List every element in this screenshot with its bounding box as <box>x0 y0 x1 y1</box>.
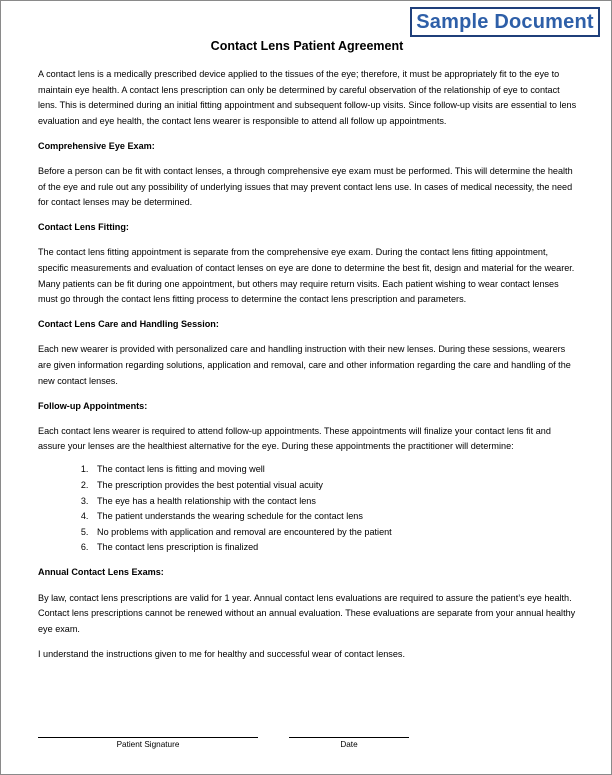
section-heading-contact-lens-fitting: Contact Lens Fitting: <box>38 222 129 233</box>
sample-document-stamp: Sample Document <box>410 7 600 37</box>
signature-line <box>38 737 258 738</box>
list-item: 2. The prescription provides the best potential visual acuity <box>91 478 578 494</box>
section-heading-comprehensive-eye-exam: Comprehensive Eye Exam: <box>38 140 155 151</box>
intro-paragraph: A contact lens is a medically prescribed device applied to the tissues of the eye; therefore, it must be appropriately fit to the eye to maintain eye health. A contact lens prescription can only be determined by careful observation of the relationship of eye to contact lens. This is determined during an initial fitting appointment and subsequent follow-up visits. Since follow-up visits are essential to lens evaluation and eye health, the contact lens wearer is responsible to attend all follow up appointments. <box>38 69 577 126</box>
date-line <box>289 737 409 738</box>
closing-statement: I understand the instructions given to me for healthy and successful wear of contact lenses. <box>38 648 405 659</box>
list-item: 1. The contact lens is fitting and moving well <box>91 462 578 478</box>
date-field[interactable] <box>289 737 409 757</box>
list-item: 6. The contact lens prescription is finalized <box>91 540 578 556</box>
follow-up-determination-list <box>38 462 578 556</box>
section-body-comprehensive-eye-exam: Before a person can be fit with contact lenses, a through comprehensive eye exam must be performed. This will determine the health of the eye and rule out any possibility of underlying issues that may prevent contact lens use. In cases of medical necessity, the need for contact lenses may be determined. <box>38 165 573 208</box>
section-body-follow-up-appointments: Each contact lens wearer is required to attend follow-up appointments. These appointments will finalize your contact lens fit and assure your lenses are the healthiest alternative for the eye. During these appointments the practitioner will determine: <box>38 425 551 452</box>
list-item: 4. The patient understands the wearing schedule for the contact lens <box>91 509 578 525</box>
section-heading-annual-exams: Annual Contact Lens Exams: <box>38 567 164 578</box>
document-body <box>38 67 578 672</box>
date-label: Date <box>340 740 358 749</box>
section-body-care-and-handling: Each new wearer is provided with personalized care and handling instruction with their new lenses. During these sessions, wearers are given information regarding solutions, application and removal, care and other information regarding the care and handling of the new contact lenses. <box>38 344 571 386</box>
list-item: 3. The eye has a health relationship with the contact lens <box>91 494 578 510</box>
patient-signature-label: Patient Signature <box>116 740 180 749</box>
section-body-annual-exams: By law, contact lens prescriptions are valid for 1 year. Annual contact lens evaluations are required to assure the patient’s eye health. Contact lens prescriptions cannot be renewed without an annual evaluation. These evaluations are separate from your annual healthy eye exam. <box>38 592 576 634</box>
document-title: Contact Lens Patient Agreement <box>210 39 404 53</box>
section-heading-follow-up-appointments: Follow-up Appointments: <box>38 400 148 411</box>
patient-signature-field[interactable] <box>38 737 258 757</box>
section-body-contact-lens-fitting: The contact lens fitting appointment is separate from the comprehensive eye exam. During the contact lens fitting appointment, specific measurements and evaluation of contact lenses on eye are done to determine the best fit, design and material for the wearer. Many patients can be fit during one appointment, but others may require return visits. Each patient wishing to wear contact lenses must go through the contact lens fitting process to determine the contact lens prescription and parameters. <box>38 247 575 305</box>
list-item: 5. No problems with application and removal are encountered by the patient <box>91 525 578 541</box>
section-heading-care-and-handling: Contact Lens Care and Handling Session: <box>38 319 219 330</box>
